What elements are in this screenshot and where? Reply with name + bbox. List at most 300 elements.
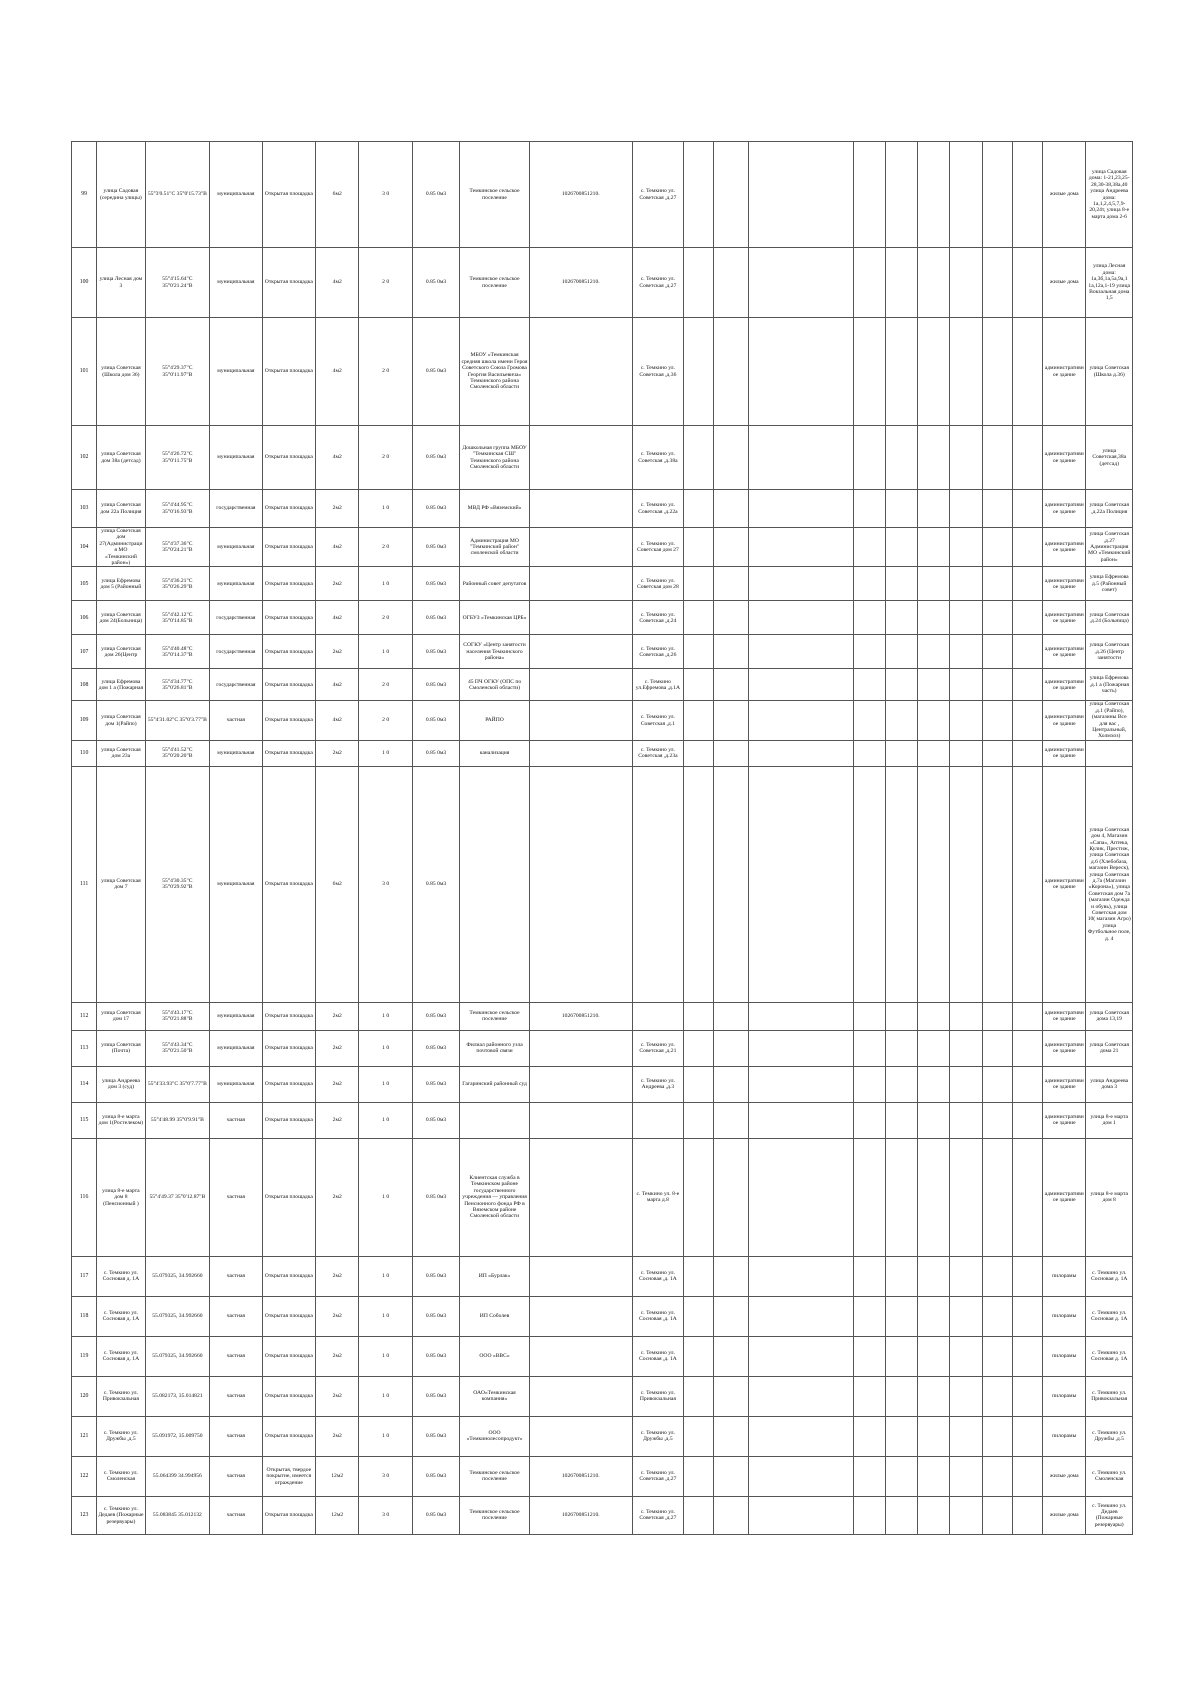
cell-sources: улица 8-е марта дом 8 bbox=[1086, 1138, 1133, 1256]
cell-empty bbox=[885, 567, 917, 601]
table-row bbox=[72, 1416, 1133, 1456]
cell-address: улица Советская дом 22а Полиция bbox=[97, 490, 145, 528]
cell-source_type: административное здание bbox=[1043, 318, 1086, 426]
cell-empty bbox=[918, 669, 950, 701]
cell-volume: 0.85 0м3 bbox=[412, 766, 459, 1002]
cell-owner: муниципальная bbox=[210, 740, 262, 766]
cell-empty bbox=[1012, 528, 1042, 567]
cell-num: 113 bbox=[72, 1030, 97, 1066]
cell-empty bbox=[885, 1030, 917, 1066]
cell-count: 2 0 bbox=[359, 426, 412, 490]
cell-address: улица Советская (Почта) bbox=[97, 1030, 145, 1066]
cell-empty bbox=[853, 318, 885, 426]
cell-count: 2 0 bbox=[359, 601, 412, 635]
table-row bbox=[72, 248, 1133, 318]
cell-empty bbox=[1012, 567, 1042, 601]
cell-holder_address: с. Темкино ул. Андреева ,д.3 bbox=[632, 1066, 683, 1102]
cell-area: 2м2 bbox=[316, 1002, 359, 1030]
cell-ogrn bbox=[529, 1066, 632, 1102]
cell-volume: 0.85 0м3 bbox=[412, 1296, 459, 1336]
cell-owner: муниципальная bbox=[210, 1030, 262, 1066]
cell-empty bbox=[918, 142, 950, 248]
cell-empty bbox=[748, 1002, 853, 1030]
cell-holder_address: с. Темкино ул. Советская ,д.21 bbox=[632, 1030, 683, 1066]
cell-owner: муниципальная bbox=[210, 318, 262, 426]
cell-sources: улица Советская ,д.27 Администрация МО «Темкинский район» bbox=[1086, 528, 1133, 567]
cell-address: улица Советская дом 38а (детсад) bbox=[97, 426, 145, 490]
cell-coords: 55°4'31.02"С 35°0'3.77"В bbox=[145, 701, 210, 740]
cell-empty bbox=[853, 669, 885, 701]
cell-empty bbox=[885, 248, 917, 318]
cell-area: 2м2 bbox=[316, 1296, 359, 1336]
cell-holder: канализация bbox=[460, 740, 530, 766]
cell-holder_address: с. Темкино ул. Советская ,д.23а bbox=[632, 740, 683, 766]
cell-volume: 0.85 0м3 bbox=[412, 1456, 459, 1496]
cell-holder_address: с. Темкино ул. Советская ,д.1 bbox=[632, 701, 683, 740]
cell-empty bbox=[748, 635, 853, 669]
cell-empty bbox=[950, 1002, 982, 1030]
cell-empty bbox=[982, 1102, 1012, 1138]
cell-empty bbox=[714, 318, 748, 426]
cell-area: 12м2 bbox=[316, 1496, 359, 1534]
cell-ogrn bbox=[529, 669, 632, 701]
cell-empty bbox=[982, 766, 1012, 1002]
cell-area: 2м2 bbox=[316, 490, 359, 528]
cell-empty bbox=[853, 567, 885, 601]
cell-owner: частная bbox=[210, 1138, 262, 1256]
cell-empty bbox=[950, 142, 982, 248]
table-row bbox=[72, 1376, 1133, 1416]
cell-empty bbox=[918, 601, 950, 635]
cell-holder: Филиал районного узла почтовой связи bbox=[460, 1030, 530, 1066]
cell-coords: 55.064399 34.994956 bbox=[145, 1456, 210, 1496]
cell-empty bbox=[853, 701, 885, 740]
cell-coords: 55.083845 35.012132 bbox=[145, 1496, 210, 1534]
cell-volume: 0.85 0м3 bbox=[412, 740, 459, 766]
cell-volume: 0.85 0м3 bbox=[412, 635, 459, 669]
cell-ogrn: 1026700851210. bbox=[529, 142, 632, 248]
cell-empty bbox=[950, 1336, 982, 1376]
cell-area: 2м2 bbox=[316, 740, 359, 766]
cell-empty bbox=[885, 490, 917, 528]
cell-empty bbox=[714, 701, 748, 740]
cell-holder_address: с. Темкино ул. Советская ,д.36 bbox=[632, 318, 683, 426]
cell-empty bbox=[982, 601, 1012, 635]
cell-empty bbox=[748, 1256, 853, 1296]
cell-empty bbox=[1012, 601, 1042, 635]
cell-empty bbox=[1012, 1496, 1042, 1534]
cell-empty bbox=[714, 1336, 748, 1376]
cell-empty bbox=[1012, 1030, 1042, 1066]
table-body bbox=[72, 142, 1133, 1535]
cell-empty bbox=[918, 490, 950, 528]
cell-empty bbox=[684, 601, 714, 635]
cell-address: улица Советская (Школа дом 36) bbox=[97, 318, 145, 426]
cell-holder_address bbox=[632, 1002, 683, 1030]
cell-empty bbox=[982, 1496, 1012, 1534]
cell-owner: государственная bbox=[210, 635, 262, 669]
cell-holder: Районный совет депутатов bbox=[460, 567, 530, 601]
cell-num: 102 bbox=[72, 426, 97, 490]
cell-empty bbox=[853, 1296, 885, 1336]
cell-source_type: административное здание bbox=[1043, 766, 1086, 1002]
cell-surface: Открытая площадка bbox=[262, 1102, 315, 1138]
cell-empty bbox=[1012, 701, 1042, 740]
cell-count: 1 0 bbox=[359, 1296, 412, 1336]
cell-area: 2м2 bbox=[316, 635, 359, 669]
cell-empty bbox=[714, 1296, 748, 1336]
cell-ogrn bbox=[529, 1296, 632, 1336]
cell-sources: улица Советская дома 21 bbox=[1086, 1030, 1133, 1066]
cell-holder: ИП Соболев bbox=[460, 1296, 530, 1336]
cell-empty bbox=[982, 1416, 1012, 1456]
cell-empty bbox=[885, 1102, 917, 1138]
cell-coords: 55°4'33.93"С 35°0'7.77"В bbox=[145, 1066, 210, 1102]
cell-holder: СОГКУ «Центр занятости населения Темкинского района» bbox=[460, 635, 530, 669]
cell-coords: 55.082173, 35.014821 bbox=[145, 1376, 210, 1416]
cell-empty bbox=[714, 740, 748, 766]
cell-empty bbox=[950, 528, 982, 567]
cell-coords: 55°4'15.64"С 35°0'21.24"В bbox=[145, 248, 210, 318]
cell-empty bbox=[950, 601, 982, 635]
cell-holder_address bbox=[632, 1102, 683, 1138]
cell-ogrn bbox=[529, 635, 632, 669]
cell-empty bbox=[714, 490, 748, 528]
cell-owner: частная bbox=[210, 1256, 262, 1296]
cell-area: 12м2 bbox=[316, 1456, 359, 1496]
cell-empty bbox=[714, 1416, 748, 1456]
cell-num: 111 bbox=[72, 766, 97, 1002]
cell-empty bbox=[950, 1030, 982, 1066]
cell-empty bbox=[748, 490, 853, 528]
cell-count: 1 0 bbox=[359, 1336, 412, 1376]
cell-owner: частная bbox=[210, 1296, 262, 1336]
cell-num: 115 bbox=[72, 1102, 97, 1138]
cell-holder_address: с. Темкино ул. 8-е марта д.8 bbox=[632, 1138, 683, 1256]
cell-empty bbox=[748, 142, 853, 248]
cell-sources: улица Советская ,д.26 (Центр занятости bbox=[1086, 635, 1133, 669]
cell-empty bbox=[885, 1066, 917, 1102]
cell-empty bbox=[918, 248, 950, 318]
cell-empty bbox=[748, 669, 853, 701]
cell-sources: улица Андреева дома 3 bbox=[1086, 1066, 1133, 1102]
cell-sources: улица Советская ,д.22а Полиция bbox=[1086, 490, 1133, 528]
cell-num: 103 bbox=[72, 490, 97, 528]
cell-empty bbox=[684, 1376, 714, 1416]
cell-holder_address: с. Темкино ул.Ефремова ,д.1А bbox=[632, 669, 683, 701]
cell-holder_address: с. Темкино ул. Советская ,д.24 bbox=[632, 601, 683, 635]
cell-address: улица Советская дом 27(Администрация МО «Темкинский район») bbox=[97, 528, 145, 567]
cell-owner: частная bbox=[210, 1456, 262, 1496]
cell-empty bbox=[950, 766, 982, 1002]
cell-address: с. Темкино ул. Смоленская bbox=[97, 1456, 145, 1496]
cell-holder: 45 ПЧ ОГКУ (ОПС по Смоленской области) bbox=[460, 669, 530, 701]
cell-holder: Темкинское сельское поселение bbox=[460, 248, 530, 318]
cell-empty bbox=[885, 1456, 917, 1496]
cell-empty bbox=[918, 740, 950, 766]
cell-empty bbox=[748, 248, 853, 318]
cell-empty bbox=[918, 528, 950, 567]
cell-empty bbox=[950, 1066, 982, 1102]
cell-empty bbox=[853, 1336, 885, 1376]
cell-count: 1 0 bbox=[359, 1002, 412, 1030]
cell-sources: улица Лесная дома: 1а,3б,1а,5а,9а,1 1а,12а,1-19 улица Вокзальная дома 1,5 bbox=[1086, 248, 1133, 318]
cell-empty bbox=[684, 1496, 714, 1534]
cell-empty bbox=[982, 318, 1012, 426]
cell-holder: Дошкольная группа МБОУ "Темкинская СШ" Темкинского района Смоленской области bbox=[460, 426, 530, 490]
cell-address: улица Андреева дом 3 (суд) bbox=[97, 1066, 145, 1102]
cell-empty bbox=[714, 1066, 748, 1102]
cell-area: 2м2 bbox=[316, 1030, 359, 1066]
cell-empty bbox=[918, 1138, 950, 1256]
cell-address: с. Темкино ул. Дедаев (Пожарные резервуары) bbox=[97, 1496, 145, 1534]
cell-count: 1 0 bbox=[359, 1376, 412, 1416]
cell-empty bbox=[684, 1002, 714, 1030]
cell-num: 121 bbox=[72, 1416, 97, 1456]
cell-count: 3 0 bbox=[359, 1496, 412, 1534]
cell-empty bbox=[853, 1456, 885, 1496]
cell-empty bbox=[714, 1002, 748, 1030]
cell-volume: 0.85 0м3 bbox=[412, 1138, 459, 1256]
cell-surface: Открытая площадка bbox=[262, 1256, 315, 1296]
cell-empty bbox=[885, 1416, 917, 1456]
cell-count: 1 0 bbox=[359, 1030, 412, 1066]
cell-empty bbox=[714, 248, 748, 318]
cell-empty bbox=[982, 1138, 1012, 1256]
table-row bbox=[72, 1030, 1133, 1066]
cell-num: 101 bbox=[72, 318, 97, 426]
cell-volume: 0.85 0м3 bbox=[412, 248, 459, 318]
cell-source_type: административное здание bbox=[1043, 528, 1086, 567]
cell-surface: Открытая площадка bbox=[262, 248, 315, 318]
cell-volume: 0.85 0м3 bbox=[412, 701, 459, 740]
cell-surface: Открытая площадка bbox=[262, 635, 315, 669]
cell-owner: муниципальная bbox=[210, 248, 262, 318]
cell-empty bbox=[918, 1102, 950, 1138]
cell-empty bbox=[853, 248, 885, 318]
cell-holder_address: с. Темкино ул. Советская ,д.26 bbox=[632, 635, 683, 669]
table-row bbox=[72, 766, 1133, 1002]
cell-holder_address: с. Темкино ул. Сосновая ,д. 1А bbox=[632, 1256, 683, 1296]
cell-empty bbox=[982, 1336, 1012, 1376]
cell-coords: 55°4'43.17"С 35°0'21.88"В bbox=[145, 1002, 210, 1030]
cell-empty bbox=[918, 1256, 950, 1296]
cell-empty bbox=[1012, 1416, 1042, 1456]
cell-source_type: пилорамы bbox=[1043, 1256, 1086, 1296]
cell-ogrn bbox=[529, 766, 632, 1002]
cell-source_type: административное здание bbox=[1043, 740, 1086, 766]
cell-ogrn bbox=[529, 318, 632, 426]
table-row bbox=[72, 567, 1133, 601]
cell-empty bbox=[684, 318, 714, 426]
cell-ogrn bbox=[529, 567, 632, 601]
cell-empty bbox=[714, 1376, 748, 1416]
cell-sources: улица Советская ,д.24 (Больница) bbox=[1086, 601, 1133, 635]
cell-count: 2 0 bbox=[359, 669, 412, 701]
table-row bbox=[72, 1066, 1133, 1102]
cell-holder_address: с. Темкино ул. Сосновая ,д. 1А bbox=[632, 1336, 683, 1376]
table-row bbox=[72, 490, 1133, 528]
cell-empty bbox=[1012, 1456, 1042, 1496]
cell-empty bbox=[748, 601, 853, 635]
cell-count: 1 0 bbox=[359, 740, 412, 766]
cell-holder_address: с. Темкино ул. Привокзальная bbox=[632, 1376, 683, 1416]
cell-empty bbox=[853, 142, 885, 248]
cell-sources: с. Темкино ул. Сосновая д. 1А bbox=[1086, 1296, 1133, 1336]
cell-empty bbox=[950, 740, 982, 766]
cell-num: 107 bbox=[72, 635, 97, 669]
cell-empty bbox=[684, 766, 714, 1002]
cell-empty bbox=[950, 248, 982, 318]
cell-holder_address: с. Темкино ул. Советская ,д.27 bbox=[632, 142, 683, 248]
cell-area: 2м2 bbox=[316, 1416, 359, 1456]
cell-source_type: административное здание bbox=[1043, 1138, 1086, 1256]
cell-empty bbox=[982, 1456, 1012, 1496]
cell-empty bbox=[950, 1416, 982, 1456]
cell-address: улица Советская дом 7 bbox=[97, 766, 145, 1002]
cell-empty bbox=[748, 1376, 853, 1416]
cell-empty bbox=[714, 528, 748, 567]
cell-coords: 55.079325, 34.992660 bbox=[145, 1256, 210, 1296]
cell-holder_address: с. Темкино ул. Советская ,д.27 bbox=[632, 248, 683, 318]
cell-empty bbox=[1012, 1066, 1042, 1102]
cell-empty bbox=[684, 1456, 714, 1496]
cell-empty bbox=[982, 528, 1012, 567]
cell-source_type: административное здание bbox=[1043, 669, 1086, 701]
cell-empty bbox=[982, 635, 1012, 669]
cell-ogrn bbox=[529, 1138, 632, 1256]
cell-empty bbox=[853, 490, 885, 528]
cell-empty bbox=[982, 740, 1012, 766]
cell-empty bbox=[918, 1002, 950, 1030]
cell-holder: Темкинское сельское поселение bbox=[460, 1002, 530, 1030]
table-row bbox=[72, 1256, 1133, 1296]
cell-sources: улица Советская дом 4, Магазин «Сапа», Аптека, Кулик, Престиж, улица Советская д.6 (Хлебобаза, магазин Вереск), улица Советская д.7а (Магазин «Корона»), улица Советская дом 7а (магазин Одежда и обувь), улица Советская дом 10( магазин Агро) улица Футбольное поле, д. 4 bbox=[1086, 766, 1133, 1002]
cell-ogrn bbox=[529, 1102, 632, 1138]
cell-empty bbox=[714, 669, 748, 701]
cell-volume: 0.85 0м3 bbox=[412, 1496, 459, 1534]
cell-holder: ООО «Темкинолесопродукт» bbox=[460, 1416, 530, 1456]
cell-surface: Открытая площадка bbox=[262, 1336, 315, 1376]
cell-source_type: административное здание bbox=[1043, 1002, 1086, 1030]
cell-empty bbox=[748, 426, 853, 490]
cell-empty bbox=[853, 601, 885, 635]
cell-area: 6м2 bbox=[316, 766, 359, 1002]
cell-coords: 55°4'30.35"С 35°0'29.92"В bbox=[145, 766, 210, 1002]
cell-num: 104 bbox=[72, 528, 97, 567]
cell-sources: улица Советская ,д.1 (Райпо), (магазины Все для вас , Центральный, Холмхоз) bbox=[1086, 701, 1133, 740]
cell-empty bbox=[885, 1002, 917, 1030]
cell-holder: МВД РФ «Вяземский» bbox=[460, 490, 530, 528]
cell-empty bbox=[1012, 248, 1042, 318]
cell-volume: 0.85 0м3 bbox=[412, 1416, 459, 1456]
cell-empty bbox=[918, 1376, 950, 1416]
cell-empty bbox=[853, 1376, 885, 1416]
cell-sources: с. Темкино ул. Смоленская bbox=[1086, 1456, 1133, 1496]
cell-address: с. Темкино ул. Дружбы ,д.5 bbox=[97, 1416, 145, 1456]
cell-empty bbox=[918, 318, 950, 426]
cell-ogrn: 1026700851210. bbox=[529, 1002, 632, 1030]
table-row bbox=[72, 1102, 1133, 1138]
cell-address: улица Ефремова дом 1 а (Пожарная bbox=[97, 669, 145, 701]
cell-empty bbox=[714, 1496, 748, 1534]
cell-coords: 55°4'42.12"С 35°0'14.85"В bbox=[145, 601, 210, 635]
cell-holder_address: с. Темкино ул. Советская дом 28 bbox=[632, 567, 683, 601]
cell-source_type: пилорамы bbox=[1043, 1336, 1086, 1376]
cell-empty bbox=[885, 318, 917, 426]
cell-empty bbox=[714, 766, 748, 1002]
cell-empty bbox=[950, 490, 982, 528]
cell-address: улица Советская дом 24(Больница) bbox=[97, 601, 145, 635]
cell-empty bbox=[748, 1416, 853, 1456]
cell-holder_address: с. Темкино ул. Дружбы ,д.5 bbox=[632, 1416, 683, 1456]
cell-num: 105 bbox=[72, 567, 97, 601]
cell-empty bbox=[982, 426, 1012, 490]
cell-empty bbox=[1012, 1256, 1042, 1296]
cell-empty bbox=[714, 567, 748, 601]
cell-empty bbox=[950, 669, 982, 701]
cell-empty bbox=[684, 1066, 714, 1102]
cell-surface: Открытая площадка bbox=[262, 528, 315, 567]
cell-holder: Темкинское сельское поселение bbox=[460, 142, 530, 248]
cell-holder_address: с. Темкино ул. Советская ,д.38а bbox=[632, 426, 683, 490]
cell-num: 108 bbox=[72, 669, 97, 701]
cell-empty bbox=[950, 1296, 982, 1336]
cell-area: 4м2 bbox=[316, 669, 359, 701]
cell-surface: Открытая площадка bbox=[262, 1496, 315, 1534]
cell-num: 117 bbox=[72, 1256, 97, 1296]
cell-sources: с. Темкино ул. Сосновая д. 1А bbox=[1086, 1336, 1133, 1376]
cell-coords: 55°3'0.51"С 35°0'15.73"В bbox=[145, 142, 210, 248]
cell-source_type: жилые дома bbox=[1043, 142, 1086, 248]
cell-empty bbox=[1012, 1102, 1042, 1138]
cell-owner: частная bbox=[210, 701, 262, 740]
cell-ogrn bbox=[529, 1376, 632, 1416]
cell-surface: Открытая площадка bbox=[262, 1030, 315, 1066]
cell-holder_address: с. Темкино ул. Сосновая ,д. 1А bbox=[632, 1296, 683, 1336]
cell-empty bbox=[853, 1416, 885, 1456]
cell-count: 2 0 bbox=[359, 701, 412, 740]
cell-empty bbox=[714, 1256, 748, 1296]
cell-coords: 55°4'44.95"С 35°0'16.93"В bbox=[145, 490, 210, 528]
cell-owner: частная bbox=[210, 1416, 262, 1456]
cell-owner: частная bbox=[210, 1102, 262, 1138]
cell-holder: Темкинское сельское поселение bbox=[460, 1456, 530, 1496]
cell-empty bbox=[950, 318, 982, 426]
cell-area: 4м2 bbox=[316, 528, 359, 567]
cell-coords: 55.079325, 34.992660 bbox=[145, 1336, 210, 1376]
cell-empty bbox=[684, 635, 714, 669]
cell-coords: 55°4'40.48"С 35°0'14.37"В bbox=[145, 635, 210, 669]
cell-source_type: пилорамы bbox=[1043, 1416, 1086, 1456]
cell-ogrn bbox=[529, 490, 632, 528]
cell-empty bbox=[1012, 1376, 1042, 1416]
cell-num: 109 bbox=[72, 701, 97, 740]
cell-surface: Открытая площадка bbox=[262, 1376, 315, 1416]
cell-empty bbox=[950, 1102, 982, 1138]
cell-empty bbox=[748, 1456, 853, 1496]
cell-ogrn bbox=[529, 740, 632, 766]
cell-empty bbox=[853, 1030, 885, 1066]
cell-coords: 55°4'49.37 35°0'12.87"В bbox=[145, 1138, 210, 1256]
cell-empty bbox=[748, 318, 853, 426]
cell-empty bbox=[1012, 740, 1042, 766]
cell-empty bbox=[714, 1456, 748, 1496]
cell-ogrn: 1026700851210. bbox=[529, 1496, 632, 1534]
cell-num: 116 bbox=[72, 1138, 97, 1256]
cell-holder: ОАО«Темкинская компания» bbox=[460, 1376, 530, 1416]
cell-count: 1 0 bbox=[359, 567, 412, 601]
